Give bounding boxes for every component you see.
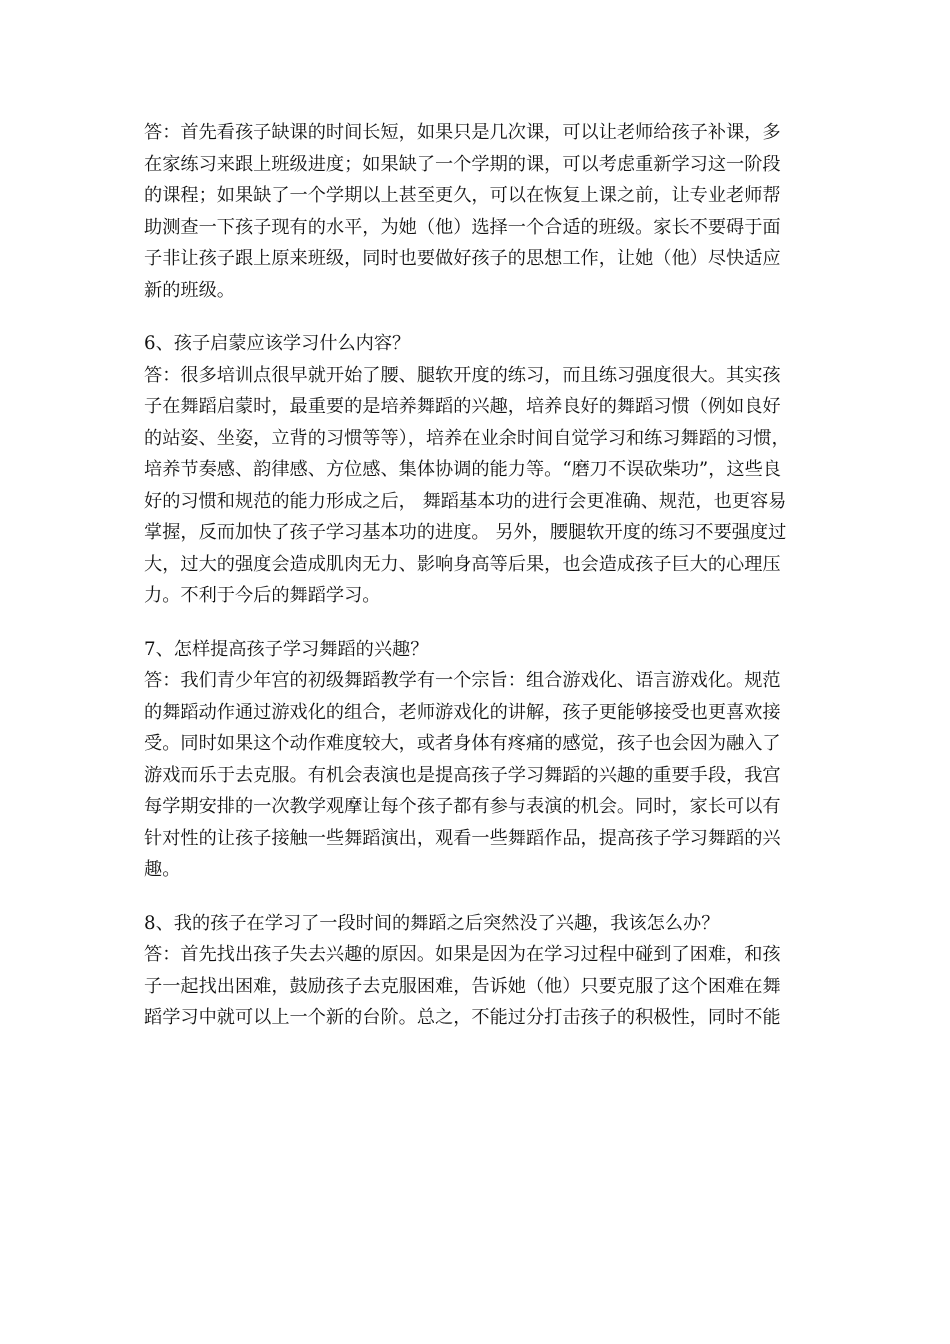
text-line: 答：很多培训点很早就开始了腰、腿软开度的练习，而且练习强度很大。其实孩 bbox=[144, 364, 781, 386]
paragraph-answer-5 bbox=[144, 117, 808, 306]
text-line: 蹈学习中就可以上一个新的台阶。总之，不能过分打击孩子的积极性，同时不能 bbox=[144, 1007, 781, 1028]
text-line: 子在舞蹈启蒙时，最重要的是培养舞蹈的兴趣，培养良好的舞蹈习惯（例如良好 bbox=[144, 396, 781, 417]
text-line: 趣。 bbox=[144, 859, 181, 880]
question-heading: 6、孩子启蒙应该学习什么内容？ bbox=[144, 333, 411, 354]
question-heading: 8、我的孩子在学习了一段时间的舞蹈之后突然没了兴趣，我该怎么办？ bbox=[144, 912, 720, 934]
text-line: 每学期安排的一次教学观摩让每个孩子都有参与表演的机会。同时，家长可以有 bbox=[144, 796, 781, 817]
text-line: 答：首先找出孩子失去兴趣的原因。如果是因为在学习过程中碰到了困难，和孩 bbox=[144, 944, 781, 965]
text-line: 答：首先看孩子缺课的时间长短，如果只是几次课，可以让老师给孩子补课，多 bbox=[144, 122, 781, 143]
paragraph-question-8 bbox=[144, 908, 808, 1034]
text-line: 助测查一下孩子现有的水平，为她（他）选择一个合适的班级。家长不要碍于面 bbox=[144, 216, 781, 238]
text-line: 力。不利于今后的舞蹈学习。 bbox=[144, 585, 381, 606]
text-line: 新的班级。 bbox=[144, 279, 235, 301]
paragraph-spacer bbox=[144, 306, 808, 328]
text-line: 针对性的让孩子接触一些舞蹈演出，观看一些舞蹈作品，提高孩子学习舞蹈的兴 bbox=[144, 827, 781, 849]
text-line: 好的习惯和规范的能力形成之后， 舞蹈基本功的进行会更准确、规范，也更容易 bbox=[144, 490, 787, 512]
paragraph-spacer bbox=[144, 886, 808, 908]
paragraph-spacer bbox=[144, 612, 808, 634]
text-line: 子一起找出困难，鼓励孩子去克服困难，告诉她（他）只要克服了这个困难在舞 bbox=[144, 975, 781, 997]
document-body bbox=[144, 117, 808, 1034]
question-heading: 7、怎样提高孩子学习舞蹈的兴趣？ bbox=[144, 638, 429, 660]
text-line: 掌握，反而加快了孩子学习基本功的进度。 另外，腰腿软开度的练习不要强度过 bbox=[144, 522, 787, 543]
text-line: 的站姿、坐姿，立背的习惯等等），培养在业余时间自觉学习和练习舞蹈的习惯， bbox=[144, 427, 790, 449]
text-line: 的舞蹈动作通过游戏化的组合，老师游戏化的讲解，孩子更能够接受也更喜欢接 bbox=[144, 701, 781, 723]
text-line: 子非让孩子跟上原来班级，同时也要做好孩子的思想工作，让她（他）尽快适应 bbox=[144, 248, 781, 269]
text-line: 受。同时如果这个动作难度较大，或者身体有疼痛的感觉，孩子也会因为融入了 bbox=[144, 733, 781, 754]
paragraph-question-7 bbox=[144, 634, 808, 886]
text-line: 答：我们青少年宫的初级舞蹈教学有一个宗旨：组合游戏化、语言游戏化。规范 bbox=[144, 670, 781, 691]
text-line: 的课程；如果缺了一个学期以上甚至更久，可以在恢复上课之前，让专业老师帮 bbox=[144, 185, 781, 206]
text-line: 游戏而乐于去克服。有机会表演也是提高孩子学习舞蹈的兴趣的重要手段，我宫 bbox=[144, 764, 781, 786]
text-line: 在家练习来跟上班级进度；如果缺了一个学期的课，可以考虑重新学习这一阶段 bbox=[144, 153, 781, 175]
text-line: 大，过大的强度会造成肌肉无力、影响身高等后果，也会造成孩子巨大的心理压 bbox=[144, 553, 781, 575]
paragraph-question-6 bbox=[144, 328, 808, 612]
text-line: 培养节奏感、韵律感、方位感、集体协调的能力等。“磨刀不误砍柴功”，这些良 bbox=[144, 459, 781, 480]
